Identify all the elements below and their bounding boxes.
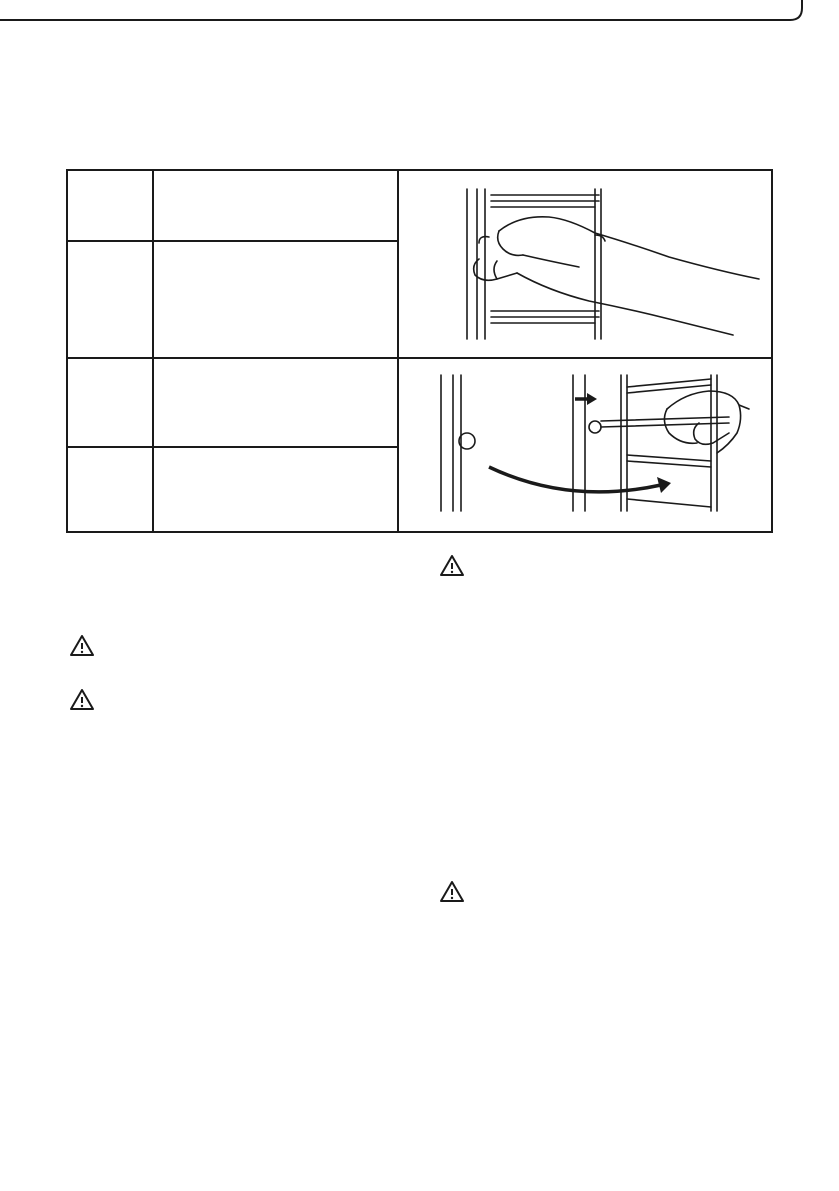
warning-triangle-icon [439, 880, 465, 903]
page-header-rule [0, 0, 839, 48]
shelf-support-removal-arrow-icon [399, 359, 771, 531]
warning-triangle-icon [439, 554, 465, 577]
hand-pulling-shelf-support-icon [399, 171, 771, 357]
steps-table [66, 169, 773, 533]
row-divider [68, 240, 397, 242]
warning-triangle-icon [69, 634, 95, 657]
step-text-column [154, 359, 399, 531]
step-number-column [68, 171, 154, 357]
warning-triangle-icon [69, 688, 95, 711]
step-text-column [154, 171, 399, 357]
steps-row-block-1 [68, 171, 771, 359]
row-divider [68, 446, 397, 448]
steps-row-block-2 [68, 359, 771, 531]
step-number-column [68, 359, 154, 531]
